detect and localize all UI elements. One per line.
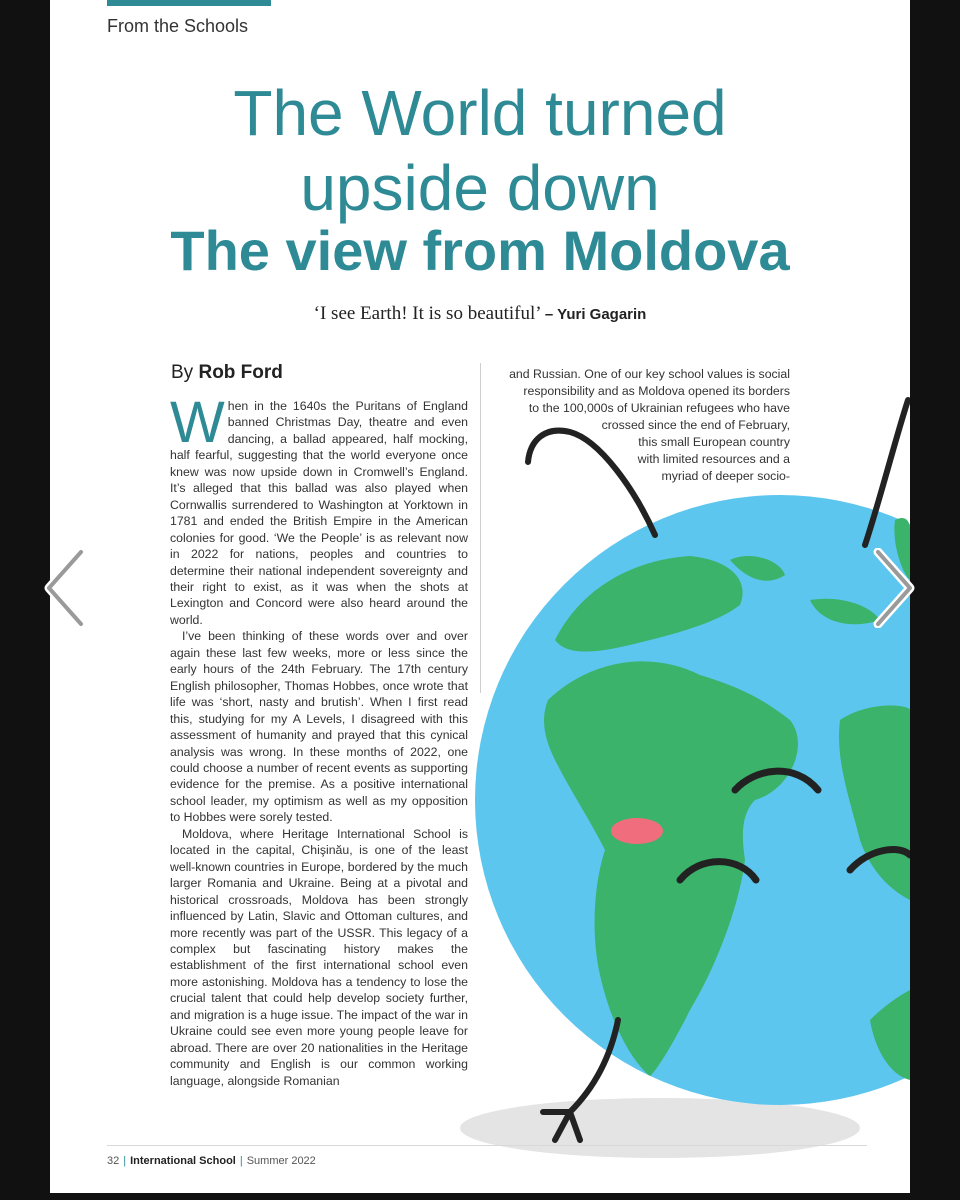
paragraph-2: I’ve been thinking of these words over and over again these last few weeks, more or less since the early hours of the 24th February. The 17th century English philosopher, Thomas Hobbes, once wrote that life was ‘short, nasty and brutish’. When I first read this, studying for my A Levels, I disagreed with this assessment of humanity and prayed that this cynical analysis was wrong. In these months of 2022, one could choose a number of recent events as supporting evidence for the premise. As a positive international school leader, my optimism as well as my opposition to Hobbes were sorely tested. xyxy=(170,629,468,825)
text-line: responsibility and as Moldova opened its borders xyxy=(523,384,790,398)
sad-mouth xyxy=(680,862,756,880)
text-line: myriad of deeper socio- xyxy=(661,469,790,483)
text-line: this small European country xyxy=(638,435,790,449)
footer-separator: | xyxy=(123,1155,127,1167)
title-line-1: The World turned xyxy=(233,77,727,149)
chevron-left-icon xyxy=(43,548,87,628)
footer-rule xyxy=(107,1145,867,1146)
next-page-button[interactable] xyxy=(872,548,916,628)
leg-foot xyxy=(543,1020,618,1140)
paragraph-1 xyxy=(170,390,468,628)
article-column-right xyxy=(490,366,790,485)
publication-name: International School xyxy=(130,1155,236,1167)
column-divider xyxy=(480,363,481,693)
chevron-right-icon xyxy=(872,548,916,628)
author-name: Rob Ford xyxy=(198,362,283,383)
epigraph xyxy=(50,303,910,325)
cheek-blush xyxy=(611,818,663,844)
magazine-page xyxy=(50,0,910,1193)
continent-africa xyxy=(839,706,910,900)
sad-eye-left xyxy=(735,771,818,790)
ocean xyxy=(475,495,910,1105)
paragraph-3: Moldova, where Heritage International School is located in the capital, Chişinău, is one of the least well-known countries in Europe, bordered by the much larger Romania and Ukraine. Being at a pivotal and historical crossroads, Moldova has been strongly influenced by Latin, Slavic and Ottoman cultures, and more recently was part of the USSR. This legacy of a complex but fascinating history makes the establishment of the first international school even more astonishing. Moldova has a tendency to lose the crucial talent that could help develop society further, and migration is a huge issue. The impact of the war in Ukraine could see even more young people leave for abroad. There are over 20 nationalities in the Heritage community and English is our common working language, alongside Romanian xyxy=(170,826,468,1088)
byline xyxy=(171,362,283,384)
sad-eye-right xyxy=(850,850,910,870)
issue-name: Summer 2022 xyxy=(246,1155,316,1167)
continent-americas xyxy=(544,661,798,1076)
quote-author: – Yuri Gagarin xyxy=(544,306,647,323)
byline-prefix: By xyxy=(171,362,194,383)
text-line: crossed since the end of February, xyxy=(601,418,790,432)
title-line-2: upside down xyxy=(300,152,660,224)
drop-cap: W xyxy=(170,390,225,455)
paragraph-1-text: hen in the 1640s the Puritans of England banned Christmas Day, theatre and even dancing, a ballad appeared, half mocking, half fearful, suggesting that the world everyone once knew was now upside down in Cromwell’s England. It’s alleged that this ballad was also played when Cornwallis surrendered to Washington at Yorktown in 1781 and ended the British Empire in the American colonies for good. ‘We the People’ is as relevant now in 2022 for nations, peoples and countries to determine their national independent sovereignty and their right to exist, as it was when the shots at Lexington and Concord were also heard around the world. xyxy=(170,399,468,627)
page-footer xyxy=(107,1155,316,1167)
page-number: 32 xyxy=(107,1155,120,1167)
arm-right xyxy=(865,400,908,545)
section-label: From the Schools xyxy=(107,16,249,36)
section-accent-bar xyxy=(107,0,271,6)
globe-shadow xyxy=(460,1098,860,1158)
text-line: to the 100,000s of Ukrainian refugees who have xyxy=(528,401,790,415)
footer-separator: | xyxy=(239,1155,243,1167)
text-line: with limited resources and a xyxy=(637,452,790,466)
continent-south xyxy=(870,990,910,1080)
previous-page-button[interactable] xyxy=(43,548,87,628)
article-column-left xyxy=(170,390,468,1089)
continent-north xyxy=(555,556,743,652)
text-line: and Russian. One of our key school values is social xyxy=(509,367,790,381)
subtitle: The view from Moldova xyxy=(170,219,790,282)
quote-text: ‘I see Earth! It is so beautiful’ xyxy=(313,303,541,324)
